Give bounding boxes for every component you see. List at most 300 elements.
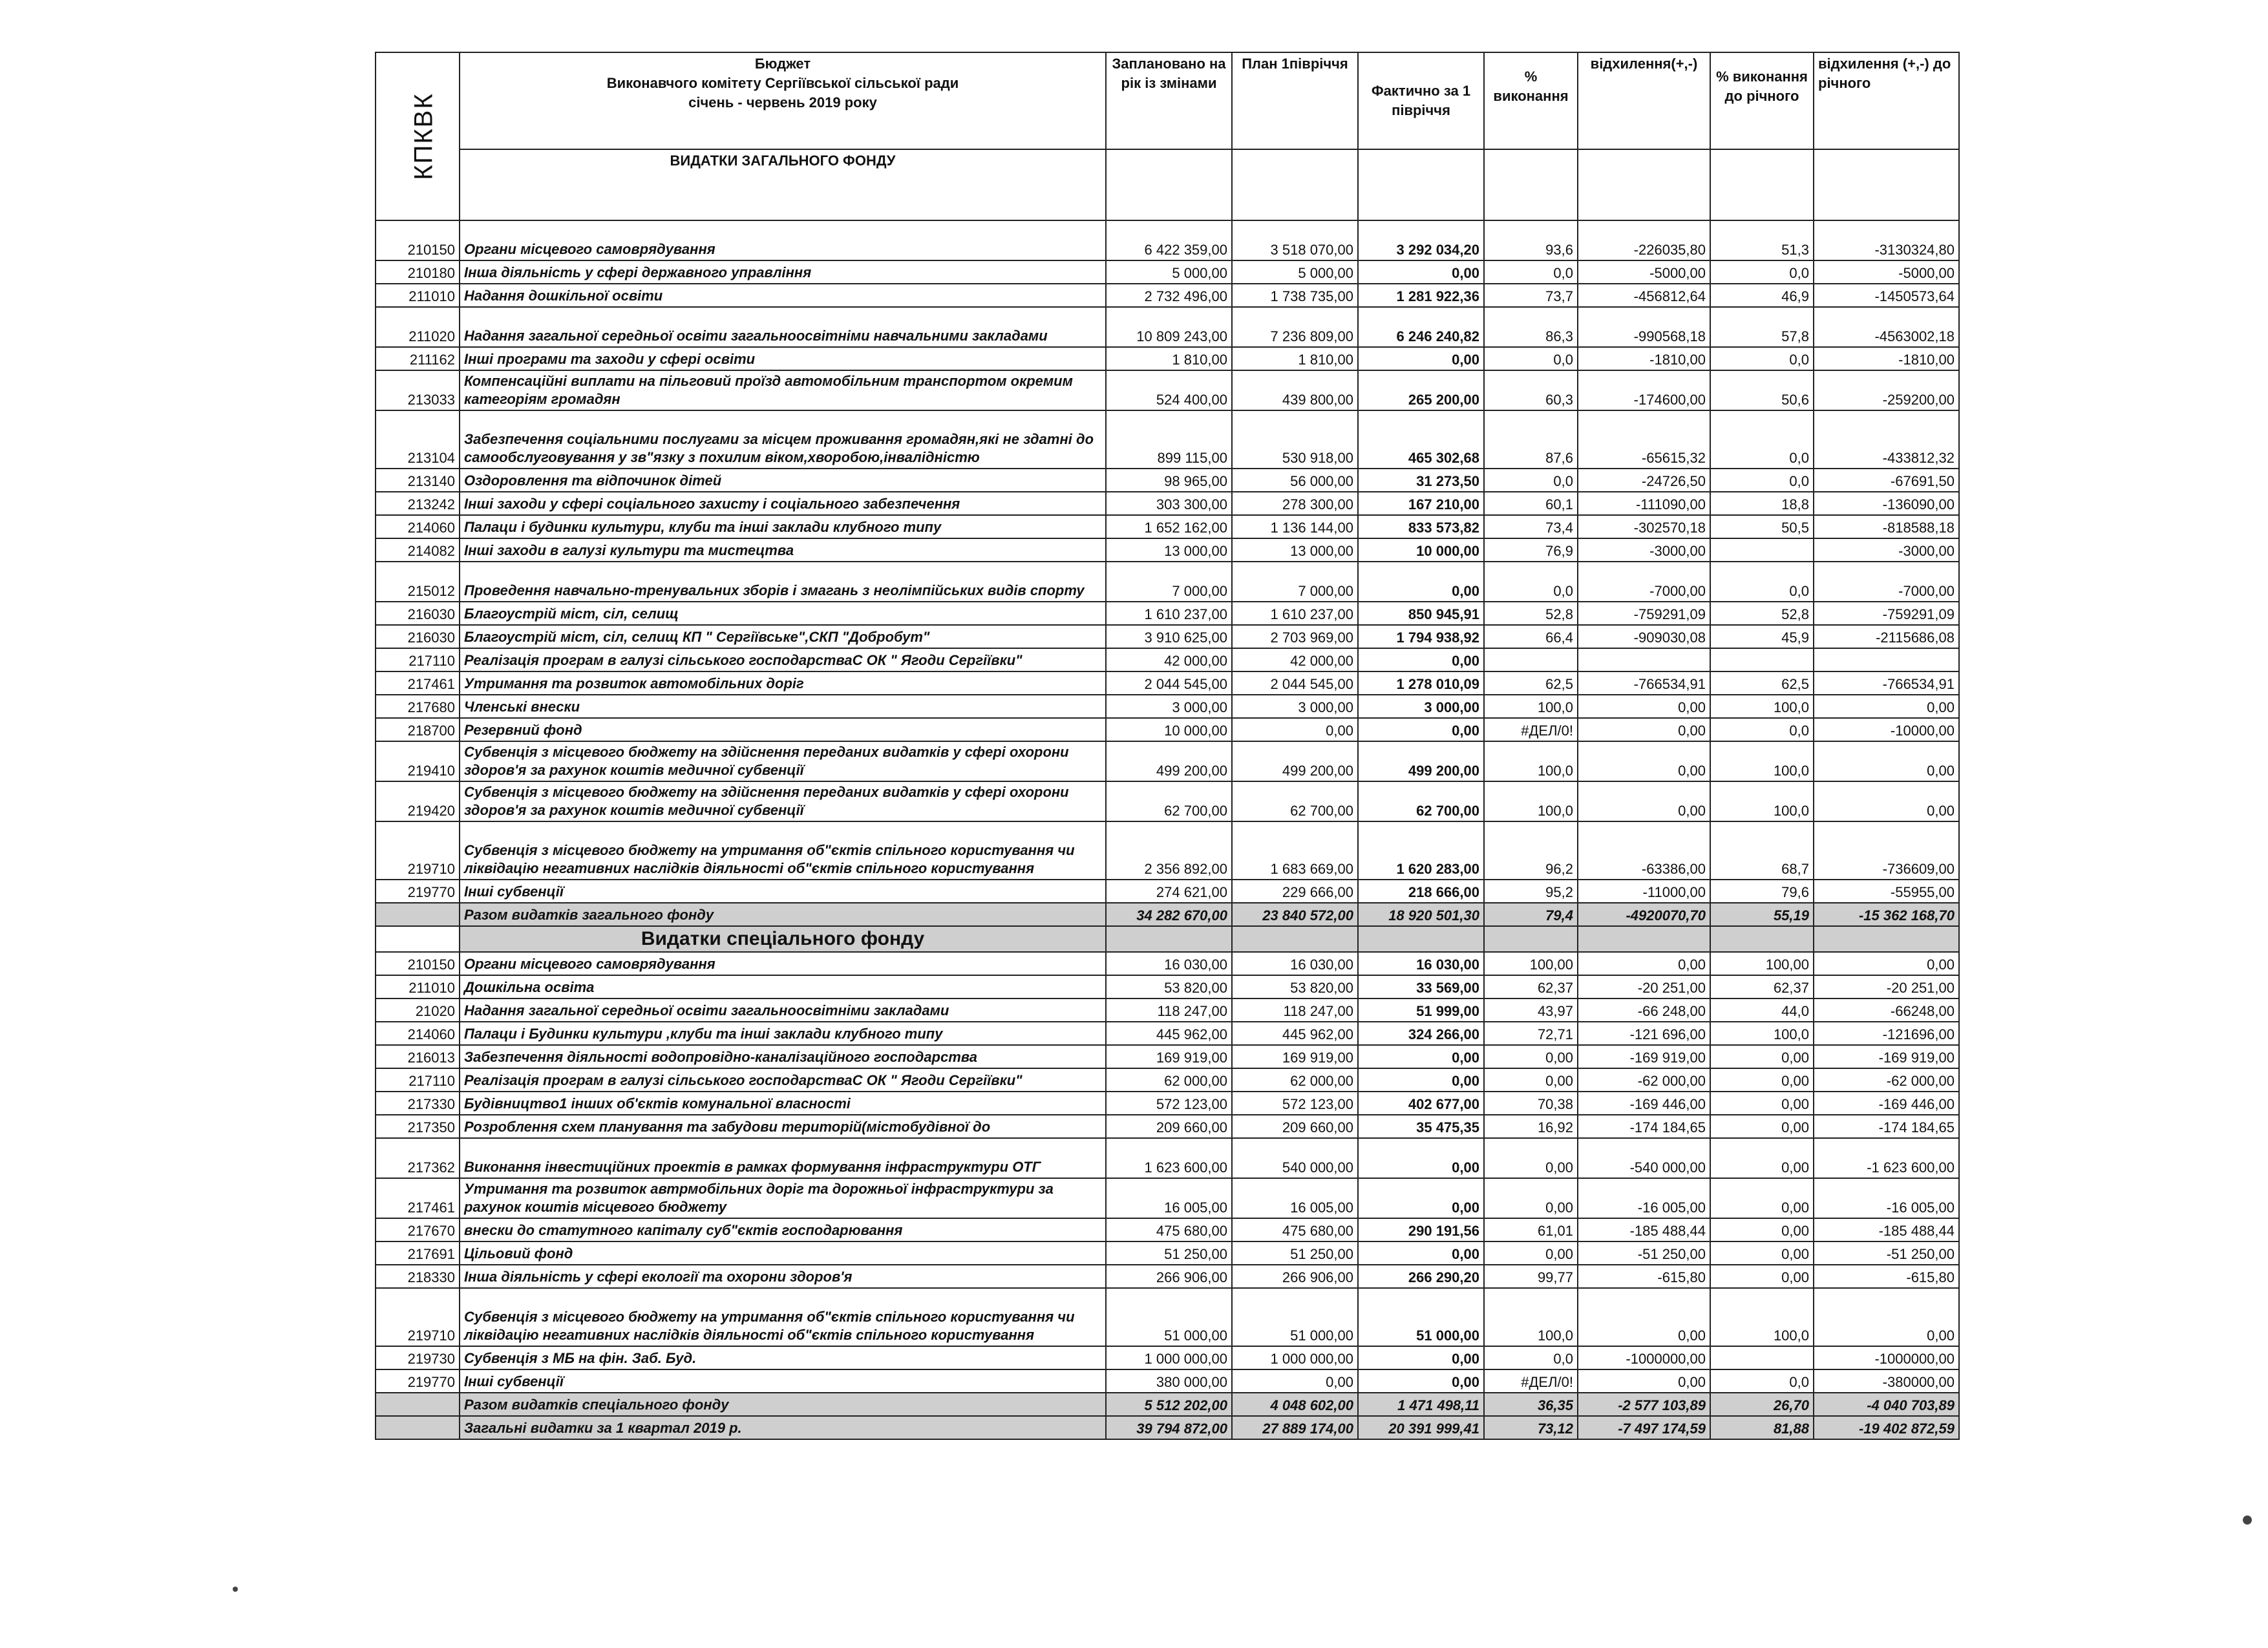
cell-pct-year: 0,00: [1710, 1045, 1814, 1068]
row-code: 219710: [376, 1288, 460, 1346]
cell-pct: 0,00: [1484, 1068, 1578, 1092]
cell-pct: 0,0: [1484, 562, 1578, 602]
cell-actual: 324 266,00: [1358, 1022, 1484, 1045]
cell-dev-year: -766534,91: [1814, 671, 1959, 695]
cell-pct-year: 55,19: [1710, 903, 1814, 926]
cell-actual: 0,00: [1358, 347, 1484, 370]
cell-plan-half: 16 005,00: [1232, 1178, 1358, 1218]
cell-plan-half: 7 236 809,00: [1232, 307, 1358, 347]
cell-pct: 99,77: [1484, 1265, 1578, 1288]
table-row: [376, 1241, 1959, 1265]
row-name: Палаци і будинки культури, клуби та інші заклади клубного типу: [460, 515, 1106, 538]
row-code: 216030: [376, 625, 460, 648]
table-row: [376, 695, 1959, 718]
cell-actual: 499 200,00: [1358, 741, 1484, 781]
cell-planned: 1 610 237,00: [1106, 602, 1232, 625]
row-name: Розроблення схем планування та забудови територій(містобудівної до: [460, 1115, 1106, 1138]
row-code: 219770: [376, 1369, 460, 1393]
cell-plan-half: 1 136 144,00: [1232, 515, 1358, 538]
cell-pct: 73,4: [1484, 515, 1578, 538]
cell-pct-year: 51,3: [1710, 220, 1814, 260]
cell-planned: 1 810,00: [1106, 347, 1232, 370]
cell-dev-year: -1 623 600,00: [1814, 1138, 1959, 1178]
cell-plan-half: 53 820,00: [1232, 975, 1358, 998]
cell-actual: 465 302,68: [1358, 410, 1484, 469]
cell-dev-year: -4 040 703,89: [1814, 1393, 1959, 1416]
table-row: [376, 880, 1959, 903]
row-name: Дошкільна освіта: [460, 975, 1106, 998]
cell-pct: 0,0: [1484, 1346, 1578, 1369]
special-fund-section-row: [376, 926, 1959, 952]
row-name: Будівництво1 інших об'єктів комунальної власності: [460, 1092, 1106, 1115]
cell-planned: 1 623 600,00: [1106, 1138, 1232, 1178]
row-code: 211020: [376, 307, 460, 347]
cell-pct: 73,7: [1484, 284, 1578, 307]
cell-pct-year: 0,0: [1710, 469, 1814, 492]
cell-pct-year: 100,0: [1710, 1022, 1814, 1045]
row-name: внески до статутного капіталу суб"єктів господарювання: [460, 1218, 1106, 1241]
cell-dev: 0,00: [1578, 718, 1710, 741]
row-code: [376, 1393, 460, 1416]
cell-pct: 66,4: [1484, 625, 1578, 648]
cell-actual: 833 573,82: [1358, 515, 1484, 538]
row-name: Забезпечення діяльності водопровідно-каналізаційного господарства: [460, 1045, 1106, 1068]
table-row: [376, 1138, 1959, 1178]
cell-plan-half: 13 000,00: [1232, 538, 1358, 562]
cell-dev-year: -67691,50: [1814, 469, 1959, 492]
table-row: [376, 1416, 1959, 1439]
cell-actual: 167 210,00: [1358, 492, 1484, 515]
cell-planned: 445 962,00: [1106, 1022, 1232, 1045]
cell-dev-year: [1814, 648, 1959, 671]
cell-planned: 51 000,00: [1106, 1288, 1232, 1346]
cell-pct-year: 18,8: [1710, 492, 1814, 515]
table-row: [376, 1068, 1959, 1092]
row-code: 219730: [376, 1346, 460, 1369]
cell-actual: 850 945,91: [1358, 602, 1484, 625]
cell-actual: 402 677,00: [1358, 1092, 1484, 1115]
cell-pct: 0,0: [1484, 260, 1578, 284]
cell-plan-half: 1 610 237,00: [1232, 602, 1358, 625]
cell-actual: 0,00: [1358, 648, 1484, 671]
row-code: 214082: [376, 538, 460, 562]
row-name: Реалізація програм в галузі сільського господарстваС ОК " Ягоди Сергіївки": [460, 648, 1106, 671]
table-row: [376, 741, 1959, 781]
row-name: Інші заходи в галузі культури та мистецтва: [460, 538, 1106, 562]
table-row: [376, 492, 1959, 515]
cell-actual: 10 000,00: [1358, 538, 1484, 562]
row-code: 210150: [376, 220, 460, 260]
table-row: [376, 260, 1959, 284]
cell-actual: 16 030,00: [1358, 952, 1484, 975]
row-code: 217461: [376, 671, 460, 695]
cell-actual: 1 278 010,09: [1358, 671, 1484, 695]
cell-pct: #ДЕЛ/0!: [1484, 1369, 1578, 1393]
cell-plan-half: 266 906,00: [1232, 1265, 1358, 1288]
cell-pct-year: [1710, 648, 1814, 671]
cell-planned: 16 030,00: [1106, 952, 1232, 975]
row-name: Інша діяльність у сфері екології та охорони здоров'я: [460, 1265, 1106, 1288]
cell-planned: 209 660,00: [1106, 1115, 1232, 1138]
cell-planned: 572 123,00: [1106, 1092, 1232, 1115]
cell-dev: 0,00: [1578, 741, 1710, 781]
cell-dev: -302570,18: [1578, 515, 1710, 538]
cell-planned: 3 000,00: [1106, 695, 1232, 718]
cell-dev-year: -51 250,00: [1814, 1241, 1959, 1265]
table-row: [376, 538, 1959, 562]
cell-plan-half: 0,00: [1232, 718, 1358, 741]
cell-planned: 13 000,00: [1106, 538, 1232, 562]
cell-pct: 79,4: [1484, 903, 1578, 926]
table-row: [376, 515, 1959, 538]
cell-dev: -7 497 174,59: [1578, 1416, 1710, 1439]
cell-planned: 1 000 000,00: [1106, 1346, 1232, 1369]
row-name: Благоустрій міст, сіл, селищ: [460, 602, 1106, 625]
cell-actual: 18 920 501,30: [1358, 903, 1484, 926]
row-code: [376, 1416, 460, 1439]
cell-actual: 0,00: [1358, 260, 1484, 284]
cell-pct: 0,00: [1484, 1045, 1578, 1068]
cell-planned: 2 356 892,00: [1106, 821, 1232, 880]
cell-plan-half: 23 840 572,00: [1232, 903, 1358, 926]
cell-pct-year: 0,00: [1710, 1092, 1814, 1115]
cell-plan-half: 1 738 735,00: [1232, 284, 1358, 307]
cell-dev-year: -615,80: [1814, 1265, 1959, 1288]
row-code: 217680: [376, 695, 460, 718]
row-name: Забезпечення соціальними послугами за місцем проживання громадян,які не здатні до самообслуговування у зв"язку з похилим віком,хворобою,інвалідністю: [460, 410, 1106, 469]
table-row: [376, 1288, 1959, 1346]
cell-pct-year: 44,0: [1710, 998, 1814, 1022]
cell-actual: 0,00: [1358, 1045, 1484, 1068]
cell-dev: -5000,00: [1578, 260, 1710, 284]
cell-planned: 899 115,00: [1106, 410, 1232, 469]
budget-sheet: [375, 52, 1958, 1440]
row-name: Виконання інвестиційних проектів в рамках формування інфраструктури ОТГ: [460, 1138, 1106, 1178]
cell-plan-half: 2 703 969,00: [1232, 625, 1358, 648]
cell-plan-half: 118 247,00: [1232, 998, 1358, 1022]
row-code: 217362: [376, 1138, 460, 1178]
section-code-empty: [376, 926, 460, 952]
cell-pct-year: 0,00: [1710, 1241, 1814, 1265]
cell-pct: 0,00: [1484, 1138, 1578, 1178]
table-row: [376, 307, 1959, 347]
punch-hole-mark: [2243, 1516, 2252, 1525]
title-line-3: січень - червень 2019 року: [688, 94, 877, 111]
cell-actual: 31 273,50: [1358, 469, 1484, 492]
cell-pct-year: 62,5: [1710, 671, 1814, 695]
cell-pct: 96,2: [1484, 821, 1578, 880]
row-code: 217461: [376, 1178, 460, 1218]
row-code: 213033: [376, 370, 460, 410]
cell-dev-year: -2115686,08: [1814, 625, 1959, 648]
row-code: 211162: [376, 347, 460, 370]
cell-planned: 1 652 162,00: [1106, 515, 1232, 538]
table-row: [376, 821, 1959, 880]
row-name: Палаци і Будинки культури ,клуби та інші заклади клубного типу: [460, 1022, 1106, 1045]
row-code: 218700: [376, 718, 460, 741]
row-code: 213140: [376, 469, 460, 492]
cell-dev: -1000000,00: [1578, 1346, 1710, 1369]
cell-plan-half: 540 000,00: [1232, 1138, 1358, 1178]
cell-dev-year: -380000,00: [1814, 1369, 1959, 1393]
table-row: [376, 1218, 1959, 1241]
cell-pct: 60,3: [1484, 370, 1578, 410]
cell-dev: -20 251,00: [1578, 975, 1710, 998]
cell-pct-year: 46,9: [1710, 284, 1814, 307]
cell-pct-year: [1710, 1346, 1814, 1369]
cell-pct: 73,12: [1484, 1416, 1578, 1439]
cell-pct: 60,1: [1484, 492, 1578, 515]
cell-pct: 0,00: [1484, 1178, 1578, 1218]
row-code: 210150: [376, 952, 460, 975]
col-actual-header: Фактично за 1 півріччя: [1358, 52, 1484, 149]
cell-dev-year: -433812,32: [1814, 410, 1959, 469]
cell-actual: 0,00: [1358, 1241, 1484, 1265]
cell-dev: -62 000,00: [1578, 1068, 1710, 1092]
cell-pct: 72,71: [1484, 1022, 1578, 1045]
row-code: 215012: [376, 562, 460, 602]
cell-plan-half: 475 680,00: [1232, 1218, 1358, 1241]
cell-planned: 2 044 545,00: [1106, 671, 1232, 695]
table-row: [376, 1346, 1959, 1369]
cell-pct-year: 100,0: [1710, 1288, 1814, 1346]
cell-dev-year: -3000,00: [1814, 538, 1959, 562]
table-row: [376, 1393, 1959, 1416]
row-name: Інша діяльність у сфері державного управління: [460, 260, 1106, 284]
cell-planned: 118 247,00: [1106, 998, 1232, 1022]
col-dev-header: відхилення(+,-): [1578, 52, 1710, 149]
cell-dev: -121 696,00: [1578, 1022, 1710, 1045]
cell-dev-year: 0,00: [1814, 695, 1959, 718]
cell-dev: 0,00: [1578, 1369, 1710, 1393]
cell-dev-year: -136090,00: [1814, 492, 1959, 515]
cell-dev-year: -174 184,65: [1814, 1115, 1959, 1138]
cell-pct-year: 0,00: [1710, 1178, 1814, 1218]
row-code: 217691: [376, 1241, 460, 1265]
cell-pct-year: 81,88: [1710, 1416, 1814, 1439]
cell-pct: 52,8: [1484, 602, 1578, 625]
cell-planned: 5 512 202,00: [1106, 1393, 1232, 1416]
col-planned-header: Заплановано на рік із змінами: [1106, 52, 1232, 149]
cell-dev: 0,00: [1578, 1288, 1710, 1346]
row-code: 21020: [376, 998, 460, 1022]
row-name: Утримання та розвиток автомобільних доріг: [460, 671, 1106, 695]
cell-dev: -615,80: [1578, 1265, 1710, 1288]
cell-actual: 0,00: [1358, 1346, 1484, 1369]
cell-planned: 524 400,00: [1106, 370, 1232, 410]
row-name: Разом видатків спеціального фонду: [460, 1393, 1106, 1416]
cell-dev: -169 446,00: [1578, 1092, 1710, 1115]
row-name: Субвенція з місцевого бюджету на здійснення переданих видатків у сфері охорони здоров'я за рахунок коштів медичної субвенції: [460, 741, 1106, 781]
cell-pct: 0,0: [1484, 347, 1578, 370]
cell-pct-year: 100,0: [1710, 695, 1814, 718]
table-row: [376, 410, 1959, 469]
cell-pct: 43,97: [1484, 998, 1578, 1022]
cell-dev-year: -3130324,80: [1814, 220, 1959, 260]
general-fund-subtitle: ВИДАТКИ ЗАГАЛЬНОГО ФОНДУ: [670, 153, 896, 169]
cell-planned: 475 680,00: [1106, 1218, 1232, 1241]
row-code: 217330: [376, 1092, 460, 1115]
cell-plan-half: 62 700,00: [1232, 781, 1358, 821]
table-row: [376, 370, 1959, 410]
row-name: Загальні видатки за 1 квартал 2019 р.: [460, 1416, 1106, 1439]
cell-dev-year: -1450573,64: [1814, 284, 1959, 307]
table-row: [376, 625, 1959, 648]
cell-dev-year: -66248,00: [1814, 998, 1959, 1022]
row-code: 219420: [376, 781, 460, 821]
row-code: 213104: [376, 410, 460, 469]
cell-pct-year: 68,7: [1710, 821, 1814, 880]
row-name: Членські внески: [460, 695, 1106, 718]
cell-pct-year: 0,0: [1710, 562, 1814, 602]
cell-planned: 6 422 359,00: [1106, 220, 1232, 260]
cell-dev-year: -818588,18: [1814, 515, 1959, 538]
cell-actual: 20 391 999,41: [1358, 1416, 1484, 1439]
cell-plan-half: 445 962,00: [1232, 1022, 1358, 1045]
cell-pct-year: 0,0: [1710, 260, 1814, 284]
cell-dev-year: 0,00: [1814, 952, 1959, 975]
row-name: Субвенція з місцевого бюджету на утримання об"єктів спільного користування чи ліквідацію негативних наслідків діяльності об"єктів спільного користування: [460, 1288, 1106, 1346]
cell-pct-year: 0,00: [1710, 1265, 1814, 1288]
title-line-1: Бюджет: [754, 56, 811, 72]
cell-pct: 0,00: [1484, 1241, 1578, 1265]
section-empty-cell: [1358, 926, 1484, 952]
cell-plan-half: 439 800,00: [1232, 370, 1358, 410]
cell-pct-year: 50,6: [1710, 370, 1814, 410]
cell-dev: -169 919,00: [1578, 1045, 1710, 1068]
row-name: Проведення навчально-тренувальних зборів і змагань з неолімпійських видів спорту: [460, 562, 1106, 602]
cell-pct-year: 50,5: [1710, 515, 1814, 538]
cell-dev: -766534,91: [1578, 671, 1710, 695]
cell-dev: -909030,08: [1578, 625, 1710, 648]
row-name: Інші заходи у сфері соціального захисту і соціального забезпечення: [460, 492, 1106, 515]
cell-dev-year: -7000,00: [1814, 562, 1959, 602]
cell-dev-year: 0,00: [1814, 1288, 1959, 1346]
cell-dev: -66 248,00: [1578, 998, 1710, 1022]
cell-actual: 0,00: [1358, 1138, 1484, 1178]
cell-planned: 42 000,00: [1106, 648, 1232, 671]
cell-actual: 0,00: [1358, 562, 1484, 602]
row-code: 217110: [376, 1068, 460, 1092]
row-code: 218330: [376, 1265, 460, 1288]
cell-actual: 265 200,00: [1358, 370, 1484, 410]
cell-dev: [1578, 648, 1710, 671]
cell-actual: 0,00: [1358, 718, 1484, 741]
cell-actual: 33 569,00: [1358, 975, 1484, 998]
cell-pct-year: 0,0: [1710, 347, 1814, 370]
cell-planned: 53 820,00: [1106, 975, 1232, 998]
cell-planned: 51 250,00: [1106, 1241, 1232, 1265]
cell-plan-half: 16 030,00: [1232, 952, 1358, 975]
cell-dev-year: -62 000,00: [1814, 1068, 1959, 1092]
cell-pct: 86,3: [1484, 307, 1578, 347]
section-empty-cell: [1106, 926, 1232, 952]
cell-pct-year: 100,00: [1710, 952, 1814, 975]
cell-dev: -4920070,70: [1578, 903, 1710, 926]
cell-dev-year: -169 446,00: [1814, 1092, 1959, 1115]
cell-dev: -3000,00: [1578, 538, 1710, 562]
cell-dev: 0,00: [1578, 781, 1710, 821]
cell-actual: 35 475,35: [1358, 1115, 1484, 1138]
cell-actual: 1 281 922,36: [1358, 284, 1484, 307]
cell-dev: 0,00: [1578, 695, 1710, 718]
cell-planned: 10 809 243,00: [1106, 307, 1232, 347]
cell-actual: 1 471 498,11: [1358, 1393, 1484, 1416]
cell-pct-year: 62,37: [1710, 975, 1814, 998]
special-fund-title: Видатки спеціального фонду: [460, 926, 1106, 952]
cell-dev-year: 0,00: [1814, 781, 1959, 821]
cell-dev: -226035,80: [1578, 220, 1710, 260]
cell-dev: -990568,18: [1578, 307, 1710, 347]
cell-plan-half: 209 660,00: [1232, 1115, 1358, 1138]
cell-dev: -63386,00: [1578, 821, 1710, 880]
cell-dev-year: -185 488,44: [1814, 1218, 1959, 1241]
budget-table: [375, 52, 1960, 1440]
row-code: 210180: [376, 260, 460, 284]
cell-actual: 290 191,56: [1358, 1218, 1484, 1241]
cell-planned: 303 300,00: [1106, 492, 1232, 515]
cell-actual: 1 794 938,92: [1358, 625, 1484, 648]
col-dev-year-header: відхилення (+,-) до річного: [1814, 52, 1959, 149]
table-row: [376, 284, 1959, 307]
cell-pct: 0,0: [1484, 469, 1578, 492]
cell-actual: 3 292 034,20: [1358, 220, 1484, 260]
row-code: 216013: [376, 1045, 460, 1068]
row-name: Надання загальної середньої освіти загальноосвітніми закладами: [460, 998, 1106, 1022]
row-code: 219770: [376, 880, 460, 903]
cell-dev: -111090,00: [1578, 492, 1710, 515]
cell-planned: 62 000,00: [1106, 1068, 1232, 1092]
table-row: [376, 718, 1959, 741]
cell-dev-year: -4563002,18: [1814, 307, 1959, 347]
row-name: Надання загальної середньої освіти загальноосвітніми навчальними закладами: [460, 307, 1106, 347]
cell-planned: 34 282 670,00: [1106, 903, 1232, 926]
table-row: [376, 1178, 1959, 1218]
cell-plan-half: 51 000,00: [1232, 1288, 1358, 1346]
cell-pct-year: 0,00: [1710, 1068, 1814, 1092]
row-name: Субвенція з МБ на фін. Заб. Буд.: [460, 1346, 1106, 1369]
cell-plan-half: 530 918,00: [1232, 410, 1358, 469]
cell-dev: -16 005,00: [1578, 1178, 1710, 1218]
cell-pct-year: 100,0: [1710, 781, 1814, 821]
cell-plan-half: 56 000,00: [1232, 469, 1358, 492]
cell-pct-year: 0,0: [1710, 410, 1814, 469]
cell-pct-year: 100,0: [1710, 741, 1814, 781]
cell-actual: 3 000,00: [1358, 695, 1484, 718]
cell-dev-year: -1000000,00: [1814, 1346, 1959, 1369]
row-name: Інші програми та заходи у сфері освіти: [460, 347, 1106, 370]
cell-plan-half: 7 000,00: [1232, 562, 1358, 602]
cell-pct: 16,92: [1484, 1115, 1578, 1138]
cell-pct-year: 0,0: [1710, 718, 1814, 741]
table-row: [376, 347, 1959, 370]
row-name: Утримання та розвиток автрмобільних доріг та дорожньої інфраструктури за рахунок коштів місцевого бюджету: [460, 1178, 1106, 1218]
row-name: Інші субвенції: [460, 1369, 1106, 1393]
cell-plan-half: 169 919,00: [1232, 1045, 1358, 1068]
row-code: 219410: [376, 741, 460, 781]
cell-planned: 3 910 625,00: [1106, 625, 1232, 648]
cell-plan-half: 572 123,00: [1232, 1092, 1358, 1115]
table-row: [376, 1265, 1959, 1288]
col-pct-year-header: % виконання до річного: [1710, 52, 1814, 149]
cell-dev: -540 000,00: [1578, 1138, 1710, 1178]
cell-pct: 36,35: [1484, 1393, 1578, 1416]
row-name: Оздоровлення та відпочинок дітей: [460, 469, 1106, 492]
table-row: [376, 1045, 1959, 1068]
cell-dev: -7000,00: [1578, 562, 1710, 602]
table-row: [376, 903, 1959, 926]
cell-pct: 100,00: [1484, 952, 1578, 975]
